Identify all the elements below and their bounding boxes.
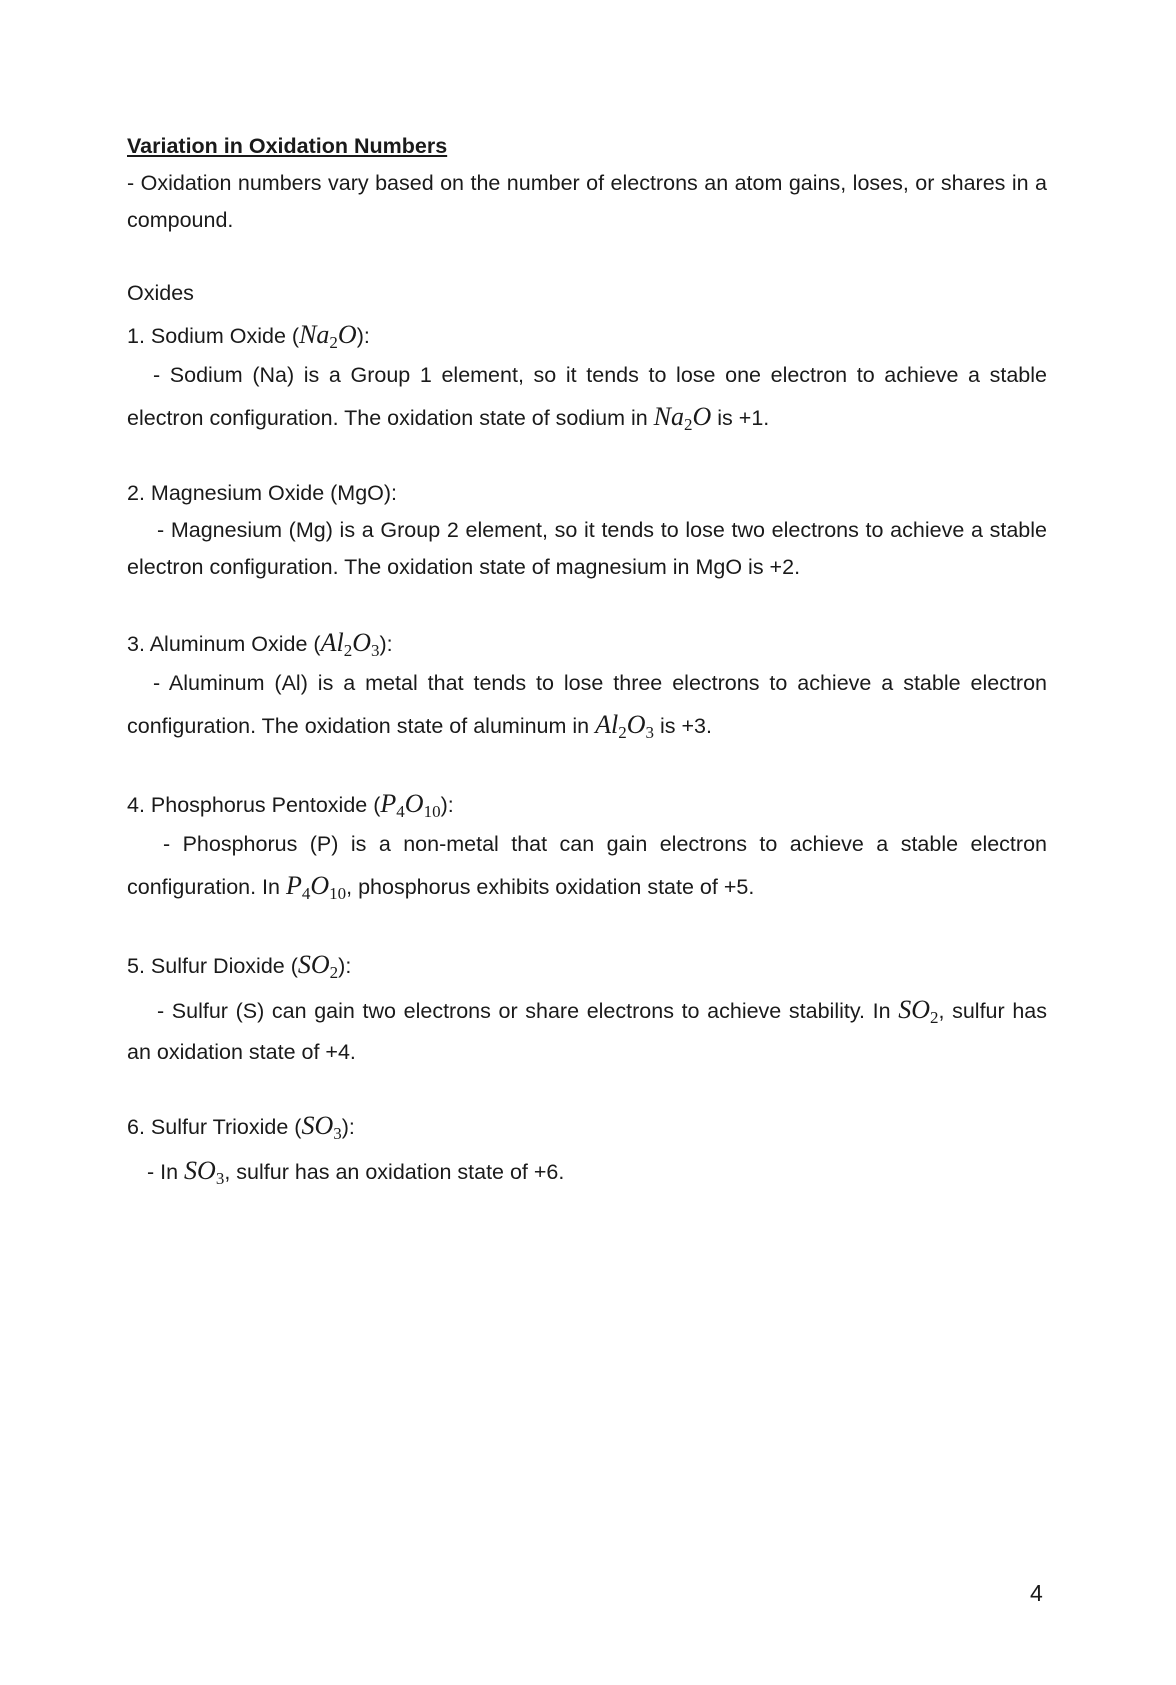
formula-al2o3-inline: $Al_2O_3$ [595,710,654,742]
formula-al2o3: $Al_2O_3$ [320,628,380,660]
item-4-title: 4. Phosphorus Pentoxide $(P_4O_{10})$: [127,789,454,821]
formula-p4o10: $P_4O_{10}$ [380,789,441,821]
item-5-title: 5. Sulfur Dioxide $(SO_2)$: [127,950,352,982]
formula-so3-inline: $SO_3$ [184,1156,225,1188]
intro-paragraph: - Oxidation numbers vary based on the number of electrons an atom gains, loses, or shares in a compound. [127,171,1047,232]
page-number: 4 [1030,1580,1043,1606]
item-2-title: 2. Magnesium Oxide (MgO): [127,481,398,505]
item-6-body: - In $SO_3$, sulfur has an oxidation state of +6. [147,1156,565,1188]
item-5-body: - Sulfur (S) can gain two electrons or share electrons to achieve stability. In $SO_2$, sulfur has an oxidation state of +4. [127,995,1047,1064]
item-1-body: - Sodium (Na) is a Group 1 element, so it tends to lose one electron to achieve a stable electron configuration. The oxidation state of sodium in $Na_2O$ is +1. [127,363,1047,434]
oxides-label: Oxides [127,281,194,305]
formula-na2o: $Na_2O$ [299,320,357,352]
item-2-body: - Magnesium (Mg) is a Group 2 element, so it tends to lose two electrons to achieve a stable electron configuration. The oxidation state of magnesium in MgO is +2. [127,518,1047,579]
formula-so2-inline: $SO_2$ [898,995,939,1027]
item-1-title: 1. Sodium Oxide $(Na_2O)$: [127,320,370,352]
item-4-body: - Phosphorus (P) is a non-metal that can gain electrons to achieve a stable electron configuration. In $P_4O_{10}$, phosphorus exhibits oxidation state of +5. [127,832,1047,903]
formula-na2o-inline: $Na_2O$ [653,402,712,434]
formula-so2: $SO_2$ [297,950,339,982]
item-6-title: 6. Sulfur Trioxide $(SO_3)$: [127,1111,355,1143]
item-3-body: - Aluminum (Al) is a metal that tends to lose three electrons to achieve a stable electron configuration. The oxidation state of aluminum in $Al_2O_3$ is +3. [127,671,1047,742]
formula-so3: $SO_3$ [301,1111,342,1143]
section-heading: Variation in Oxidation Numbers [127,134,448,158]
document-page [127,128,1047,1193]
item-3-title: 3. Aluminum Oxide $(Al_2O_3)$: [127,628,393,660]
formula-p4o10-inline: $P_4O_{10}$ [285,871,347,903]
